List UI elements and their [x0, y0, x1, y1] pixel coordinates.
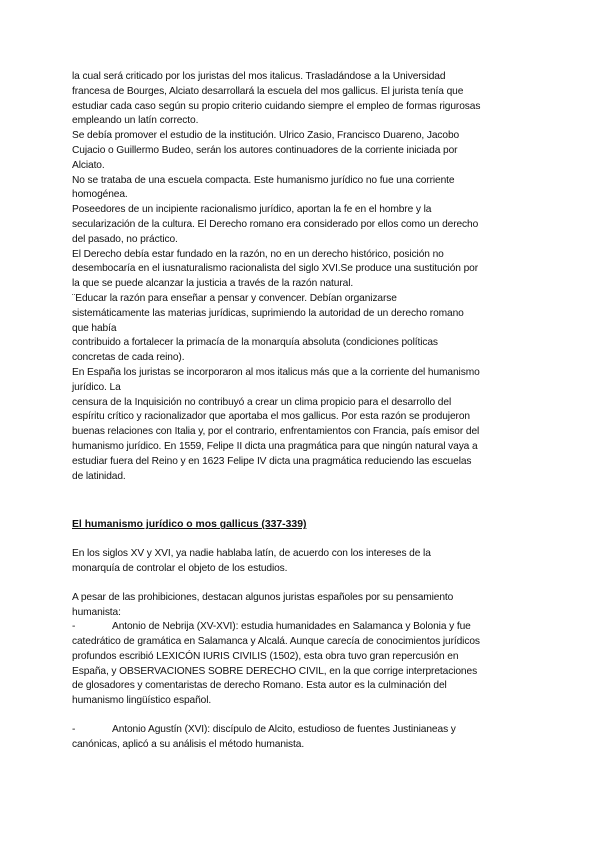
section-paragraph-2	[72, 591, 528, 621]
section-paragraph-1	[72, 547, 528, 577]
text-line: espíritu crítico y racionalizador que aportaba el mos gallicus. Por esta razón se produjeron	[72, 411, 470, 423]
spacer	[72, 484, 528, 504]
text-line: humanismo lingüístico español.	[72, 695, 212, 707]
text-line: profundos escribió LEXICÓN IURIS CIVILIS (1502), esta obra tuvo gran repercusión en	[72, 650, 459, 662]
list-item-first-line	[72, 620, 528, 635]
text-line: En los siglos XV y XVI, ya nadie hablaba latín, de acuerdo con los intereses de la	[72, 548, 431, 560]
list-item-first-line	[72, 723, 528, 738]
text-line: No se trataba de una escuela compacta. Este humanismo jurídico no fue una corriente	[72, 174, 455, 186]
text-line: Alciato.	[72, 159, 105, 171]
text-line: sistemáticamente las materias jurídicas, suprimiendo la autoridad de un derecho romano	[72, 307, 464, 319]
text-line: de latinidad.	[72, 470, 126, 482]
list-dash: -	[72, 724, 76, 736]
text-line: En España los juristas se incorporaron al mos italicus más que a la corriente del humanismo	[72, 366, 480, 378]
text-line: A pesar de las prohibiciones, destacan algunos juristas españoles por su pensamiento	[72, 591, 454, 603]
text-line: Antonio Agustín (XVI): discípulo de Alcito, estudioso de fuentes Justinianeas y	[112, 724, 456, 736]
text-line: empleando un latín correcto.	[72, 115, 199, 127]
text-line: que había	[72, 322, 117, 334]
text-line: concretas de cada reino).	[72, 352, 185, 364]
text-line: buenas relaciones con Italia y, por el contrario, enfrentamientos con Francia, país emisor del	[72, 426, 480, 438]
intro-paragraphs	[72, 70, 528, 484]
text-line: jurídico. La	[72, 381, 121, 393]
text-line: censura de la Inquisición no contribuyó a crear un clima propicio para el desarrollo del	[72, 396, 452, 408]
spacer	[72, 577, 528, 591]
text-line: de glosadores y comentaristas de derecho Romano. Esta autor es la culminación del	[72, 680, 447, 692]
text-line: secularización de la cultura. El Derecho romano era considerado por ellos como un derecho	[72, 218, 479, 230]
text-line: España, y OBSERVACIONES SOBRE DERECHO CIVIL, en la que corrige interpretaciones	[72, 665, 478, 677]
text-line: estudiar fuera del Reino y en 1623 Felipe IV dicta una pragmática reduciendo las escuelas	[72, 455, 472, 467]
text-line: la que se puede alcanzar la justicia a través de la razón natural.	[72, 278, 354, 290]
list-dash: -	[72, 621, 76, 633]
text-line: homogénea.	[72, 189, 128, 201]
text-line: francesa de Bourges, Alciato desarrollará la escuela del mos gallicus. El jurista tenía que	[72, 85, 464, 97]
text-line: monarquía de controlar el objeto de los estudios.	[72, 562, 288, 574]
text-line: del pasado, no práctico.	[72, 233, 178, 245]
section-heading: El humanismo jurídico o mos gallicus (337-339)	[72, 519, 307, 531]
list-item-agustin	[72, 723, 528, 753]
text-line: humanista:	[72, 606, 121, 618]
spacer	[72, 533, 528, 547]
text-line: canónicas, aplicó a su análisis el método humanista.	[72, 738, 305, 750]
text-line: El Derecho debía estar fundado en la razón, no en un derecho histórico, posición no	[72, 248, 444, 260]
text-line: Cujacio o Guillermo Budeo, serán los autores continuadores de la corriente iniciada por	[72, 144, 458, 156]
text-line: Poseedores de un incipiente racionalismo jurídico, aportan la fe en el hombre y la	[72, 204, 432, 216]
text-line: desembocaría en el iusnaturalismo racionalista del siglo XVI.Se produce una sustitución por	[72, 263, 478, 275]
text-line: la cual será criticado por los juristas del mos italicus. Trasladándose a la Universidad	[72, 71, 446, 82]
text-line: contribuido a fortalecer la primacía de la monarquía absoluta (condiciones políticas	[72, 337, 438, 349]
text-line: humanismo jurídico. En 1559, Felipe II dicta una pragmática para que ningún natural vaya a	[72, 440, 478, 452]
spacer	[72, 504, 528, 518]
text-line: ¨Educar la razón para enseñar a pensar y convencer. Debían organizarse	[72, 292, 397, 304]
spacer	[72, 709, 528, 723]
text-line: Se debía promover el estudio de la institución. Ulrico Zasio, Francisco Duareno, Jacobo	[72, 130, 460, 142]
list-item-nebrija	[72, 620, 528, 709]
text-line: estudiar cada caso según su propio criterio cuidando siempre el empleo de formas rigurosas	[72, 100, 481, 112]
text-line: Antonio de Nebrija (XV-XVI): estudia humanidades en Salamanca y Bolonia y fue	[112, 621, 471, 633]
text-line: catedrático de gramática en Salamanca y Alcalá. Aunque carecía de conocimientos jurídicos	[72, 636, 480, 648]
